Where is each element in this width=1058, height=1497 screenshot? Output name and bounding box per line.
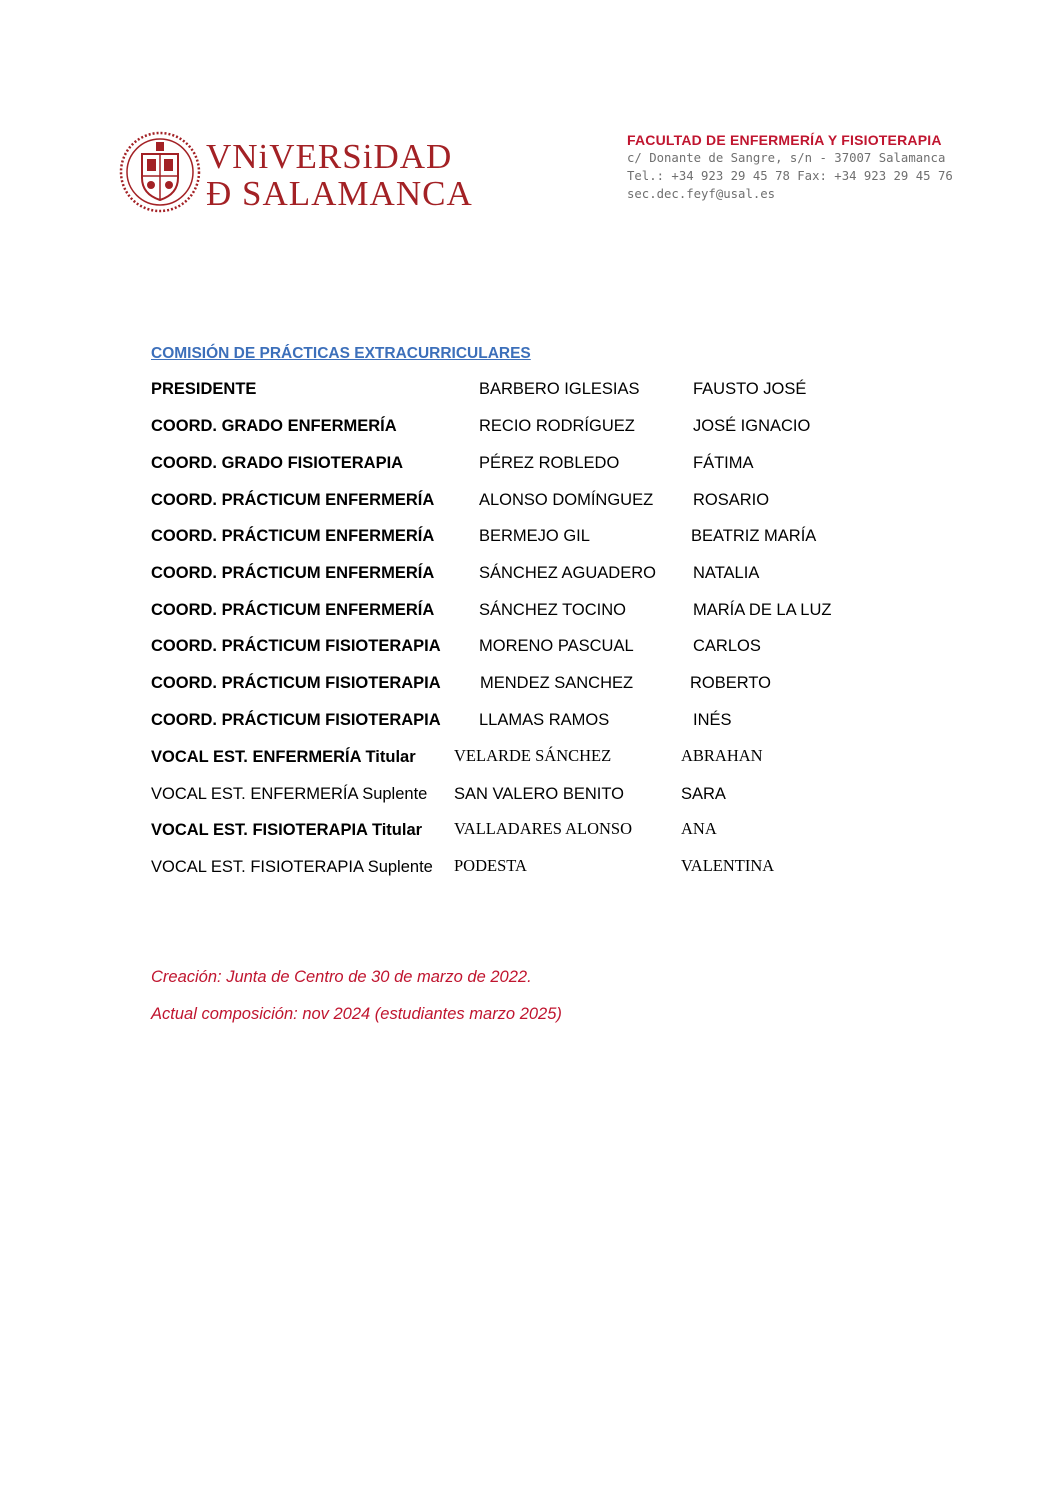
member-row bbox=[0, 637, 1058, 661]
member-role: VOCAL EST. FISIOTERAPIA Suplente bbox=[151, 858, 433, 876]
member-row bbox=[0, 454, 1058, 478]
member-last-name: BERMEJO GIL bbox=[479, 527, 590, 545]
faculty-name: FACULTAD DE ENFERMERÍA Y FISIOTERAPIA bbox=[627, 132, 942, 148]
member-row bbox=[0, 821, 1058, 845]
member-last-name: SAN VALERO BENITO bbox=[454, 785, 624, 803]
member-last-name: VELARDE SÁNCHEZ bbox=[454, 746, 612, 765]
member-role: VOCAL EST. ENFERMERÍA Suplente bbox=[151, 785, 428, 803]
member-first-name: CARLOS bbox=[693, 637, 761, 655]
member-last-name: SÁNCHEZ TOCINO bbox=[479, 601, 626, 619]
member-role: COORD. PRÁCTICUM ENFERMERÍA bbox=[151, 491, 435, 509]
creation-note: Creación: Junta de Centro de 30 de marzo de 2022. bbox=[151, 968, 532, 986]
member-last-name: MORENO PASCUAL bbox=[479, 637, 634, 655]
member-role: COORD. PRÁCTICUM ENFERMERÍA bbox=[151, 601, 435, 619]
member-first-name: ANA bbox=[681, 819, 717, 838]
member-row bbox=[0, 858, 1058, 882]
member-last-name: PÉREZ ROBLEDO bbox=[479, 454, 620, 472]
member-row bbox=[0, 601, 1058, 625]
member-first-name: ABRAHAN bbox=[681, 746, 763, 765]
member-first-name: FÁTIMA bbox=[693, 454, 754, 472]
member-role: COORD. PRÁCTICUM FISIOTERAPIA bbox=[151, 637, 441, 655]
faculty-address: c/ Donante de Sangre, s/n - 37007 Salamanca bbox=[627, 151, 946, 165]
member-last-name: RECIO RODRÍGUEZ bbox=[479, 417, 635, 435]
member-first-name: JOSÉ IGNACIO bbox=[693, 417, 811, 435]
member-first-name: BEATRIZ MARÍA bbox=[691, 527, 817, 545]
member-row bbox=[0, 380, 1058, 404]
member-row bbox=[0, 417, 1058, 441]
member-row bbox=[0, 491, 1058, 515]
logo-line-2: Ð SALAMANCA bbox=[206, 174, 473, 213]
member-role: VOCAL EST. ENFERMERÍA Titular bbox=[151, 748, 416, 766]
member-row bbox=[0, 674, 1058, 698]
member-row bbox=[0, 785, 1058, 809]
faculty-phone-fax: Tel.: +34 923 29 45 78 Fax: +34 923 29 45 76 bbox=[627, 169, 953, 183]
member-role: VOCAL EST. FISIOTERAPIA Titular bbox=[151, 821, 423, 839]
member-row bbox=[0, 527, 1058, 551]
member-last-name: BARBERO IGLESIAS bbox=[479, 380, 640, 398]
faculty-email: sec.dec.feyf@usal.es bbox=[627, 187, 776, 201]
member-first-name: ROBERTO bbox=[690, 674, 771, 692]
member-row bbox=[0, 748, 1058, 772]
composition-note: Actual composición: nov 2024 (estudiantes marzo 2025) bbox=[151, 1005, 562, 1023]
member-role: COORD. GRADO FISIOTERAPIA bbox=[151, 454, 404, 472]
member-first-name: MARÍA DE LA LUZ bbox=[693, 601, 832, 619]
member-first-name: SARA bbox=[681, 785, 726, 803]
member-first-name: ROSARIO bbox=[693, 491, 770, 509]
member-last-name: MENDEZ SANCHEZ bbox=[480, 674, 634, 692]
member-role: COORD. PRÁCTICUM ENFERMERÍA bbox=[151, 564, 435, 582]
member-last-name: ALONSO DOMÍNGUEZ bbox=[479, 491, 654, 509]
member-role: COORD. PRÁCTICUM ENFERMERÍA bbox=[151, 527, 435, 545]
member-last-name: VALLADARES ALONSO bbox=[454, 819, 633, 838]
member-row bbox=[0, 564, 1058, 588]
member-role: COORD. GRADO ENFERMERÍA bbox=[151, 417, 397, 435]
commission-title: COMISIÓN DE PRÁCTICAS EXTRACURRICULARES bbox=[151, 345, 531, 362]
member-first-name: FAUSTO JOSÉ bbox=[693, 380, 807, 398]
member-last-name: PODESTA bbox=[454, 856, 527, 875]
member-role: COORD. PRÁCTICUM FISIOTERAPIA bbox=[151, 711, 441, 729]
member-last-name: SÁNCHEZ AGUADERO bbox=[479, 564, 656, 582]
logo-line-1: VNiVERSiDAD bbox=[206, 137, 453, 176]
member-first-name: VALENTINA bbox=[681, 856, 775, 875]
member-first-name: INÉS bbox=[693, 711, 732, 729]
member-last-name: LLAMAS RAMOS bbox=[479, 711, 610, 729]
member-first-name: NATALIA bbox=[693, 564, 760, 582]
member-row bbox=[0, 711, 1058, 735]
member-role: PRESIDENTE bbox=[151, 380, 257, 398]
member-role: COORD. PRÁCTICUM FISIOTERAPIA bbox=[151, 674, 441, 692]
